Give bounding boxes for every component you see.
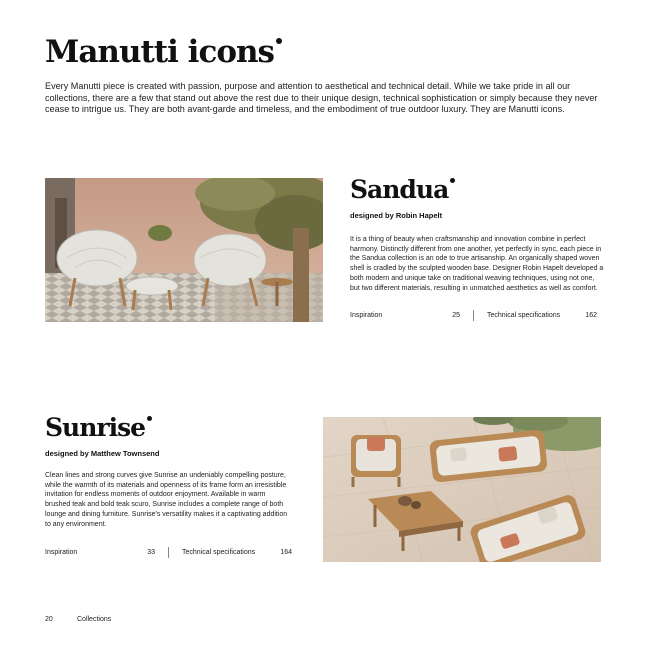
sunrise-title-text: Sunrise [45,413,146,442]
reference-divider [168,547,169,558]
sunrise-specs-link[interactable]: Technical specifications [182,549,256,556]
page-title [45,34,282,70]
sandua-designer: designed by Robin Hapelt [350,211,443,220]
sandua-specs-link[interactable]: Technical specifications [487,312,561,319]
sandua-description: It is a thing of beauty when craftsmanship and innovation combine in perfect harmony. Distinctly different from one another, yet perfectly in sync, each piece in the Sandua collection is an ode to true artisanship. An organically shaped woven shell is cradled by the sculpted wooden base. Designer Robin Hapelt developed a both modern and unique take on traditional weaving techniques, using not one, but two different materials, resulting in unmatched aesthetics as well as comfort. [350,236,604,292]
sandua-title-dot [450,178,455,183]
page-footer [45,616,111,623]
sandua-inspiration-link[interactable]: Inspiration [350,312,383,319]
page-title-text: Manutti icons [45,34,275,70]
sandua-title-text: Sandua [350,175,449,204]
sunrise-specs-page[interactable]: 164 [280,549,292,556]
sunrise-inspiration-page[interactable]: 33 [147,549,155,556]
reference-divider [473,310,474,321]
sunrise-title-dot [147,416,152,421]
sunrise-page-references [45,547,292,558]
sunrise-inspiration-link[interactable]: Inspiration [45,549,78,556]
sandua-page-references [350,310,597,321]
sandua-title [350,175,455,205]
intro-paragraph: Every Manutti piece is created with passion, purpose and attention to aesthetical and technical detail. While we take pride in all our collections, there are a few that stand out above the rest due to their unique design, technical sophistication or simply because they never cease to intrigue us. They are both avant-garde and timeless, and the embodiment of true outdoor luxury. They are Manutti icons. [45,81,598,115]
sandua-photo [45,178,323,322]
sunrise-title [45,413,152,443]
footer-section-label: Collections [77,616,112,623]
sunrise-designer: designed by Matthew Townsend [45,449,160,458]
sandua-specs-page[interactable]: 162 [585,312,597,319]
sunrise-photo [323,417,601,562]
page-number: 20 [45,616,53,623]
sunrise-description: Clean lines and strong curves give Sunrise an undeniably compelling posture, while the warmth of its materials and openness of its frame form an irresistible invitation for endless moments of outdoor enjoyment. Available in warm brushed teak and bold teak scuro, Sunrise includes a complete range of both lounge and dining furniture. Sunrise's versatility makes it a captivating addition to any environment. [45,472,288,528]
sandua-inspiration-page[interactable]: 25 [452,312,460,319]
title-dot [276,38,282,44]
